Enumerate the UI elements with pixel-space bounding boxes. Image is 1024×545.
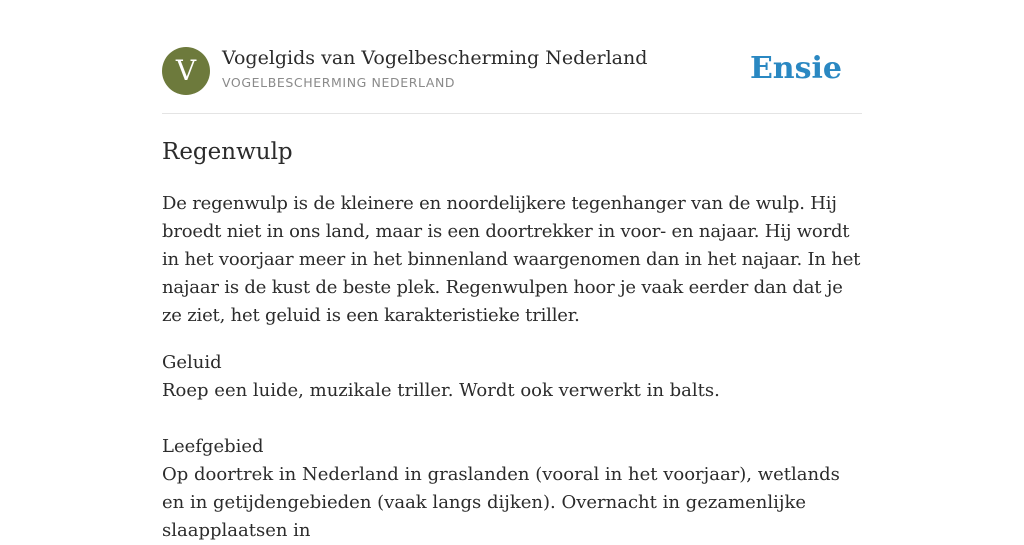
- section-geluid: [162, 349, 862, 405]
- page: [162, 0, 862, 541]
- publisher-name[interactable]: VOGELBESCHERMING NEDERLAND: [222, 75, 456, 90]
- section-text: Roep een luide, muzikale triller. Wordt ook verwerkt in balts.: [162, 380, 720, 401]
- section-leefgebied: [162, 433, 862, 545]
- entry-title: Regenwulp: [162, 139, 293, 165]
- section-heading: Geluid: [162, 352, 222, 373]
- section-text: Op doortrek in Nederland in graslanden (vooral in het voorjaar), wetlands en in getijdengebieden (vaak langs dijken). Overnacht in gezamenlijke slaapplaatsen in: [162, 464, 840, 541]
- entry-intro: De regenwulp is de kleinere en noordelijkere tegenhanger van de wulp. Hij broedt niet in ons land, maar is een doortrekker in voor- en najaar. Hij wordt in het voorjaar meer in het binnenland waargenomen dan in het najaar. In het najaar is de kust de beste plek. Regenwulpen hoor je vaak eerder dan dat je ze ziet, het geluid is een karakteristieke triller.: [162, 193, 861, 326]
- header: [162, 0, 862, 114]
- section-heading: Leefgebied: [162, 436, 264, 457]
- publication-title[interactable]: Vogelgids van Vogelbescherming Nederland: [222, 47, 648, 69]
- ensie-logo[interactable]: Ensie: [749, 51, 842, 86]
- publisher-avatar[interactable]: V: [162, 47, 210, 95]
- entry-body: [162, 190, 862, 545]
